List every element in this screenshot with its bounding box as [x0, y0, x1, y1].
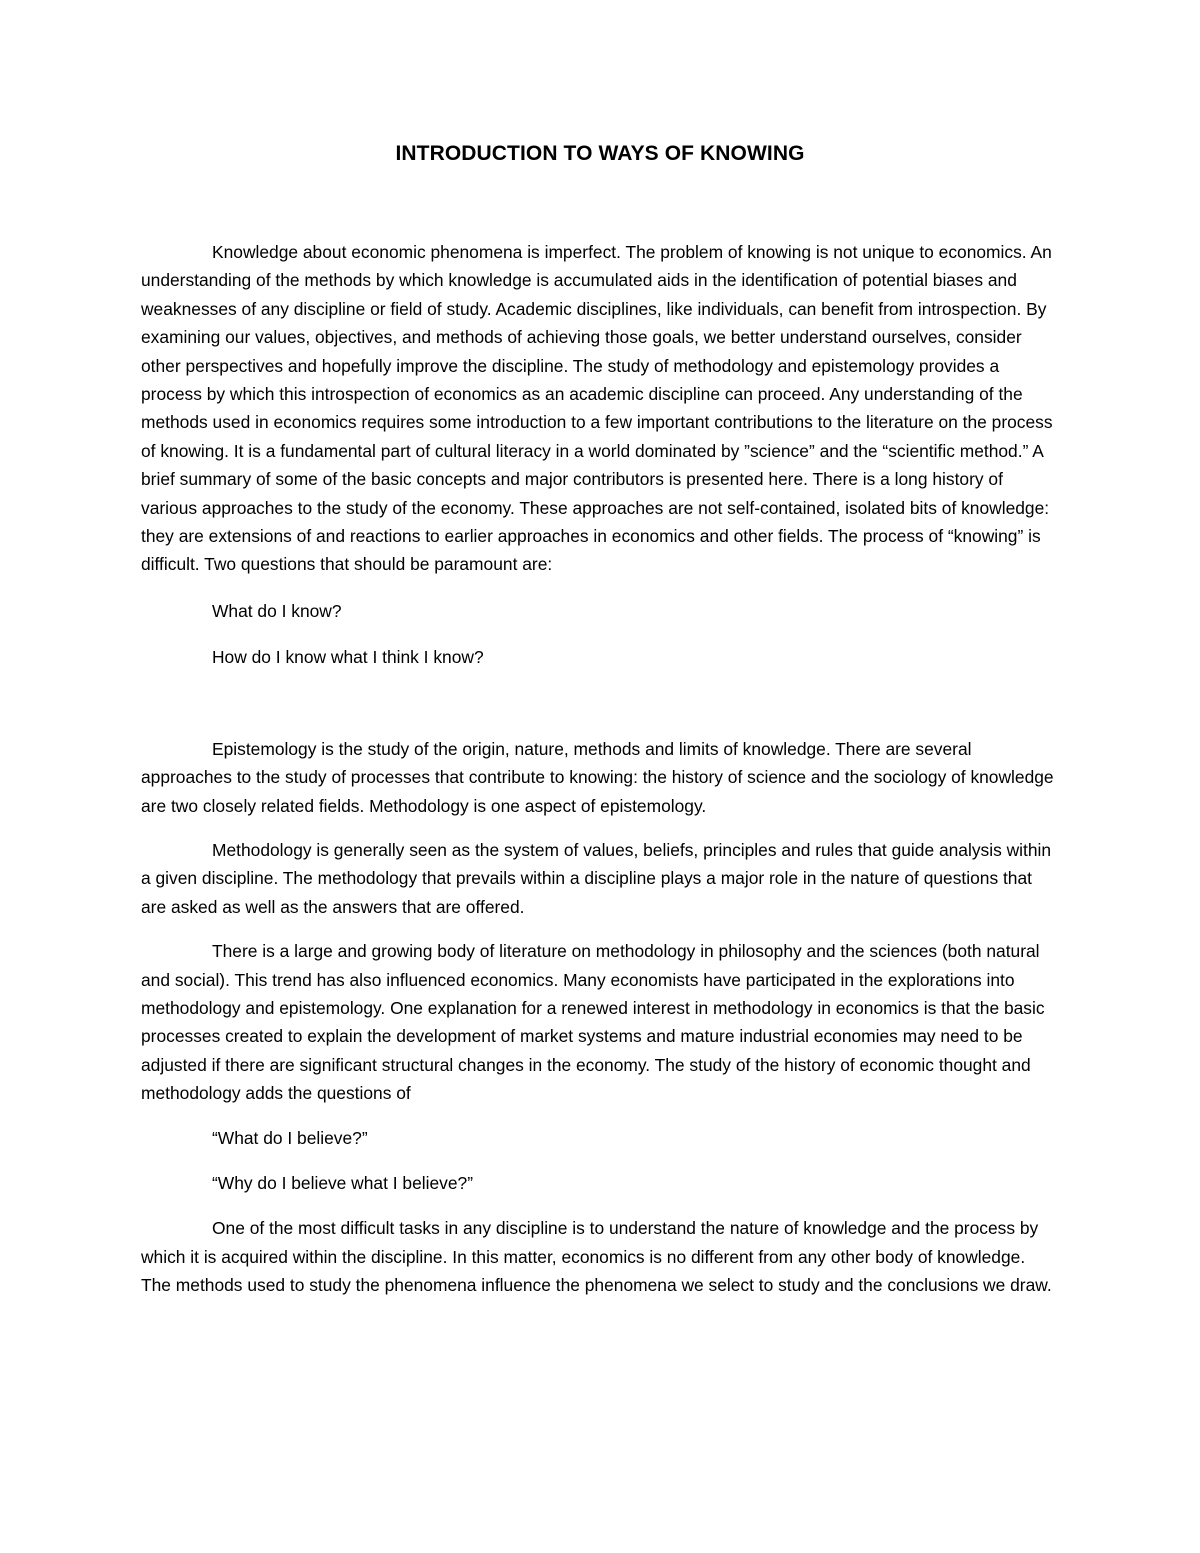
paragraph-intro: Knowledge about economic phenomena is imperfect. The problem of knowing is not unique to economics. An understanding of the methods by which knowledge is accumulated aids in the identification of potential biases and weaknesses of any discipline or field of study. Academic disciplines, like individuals, can benefit from introspection. By examining our values, objectives, and methods of achieving those goals, we better understand ourselves, consider other perspectives and hopefully improve the discipline. The study of methodology and epistemology provides a process by which this introspection of economics as an academic discipline can proceed. Any understanding of the methods used in economics requires some introduction to a few important contributions to the literature on the process of knowing. It is a fundamental part of cultural literacy in a world dominated by ”science” and the “scientific method.” A brief summary of some of the basic concepts and major contributors is presented here. There is a long history of various approaches to the study of the economy. These approaches are not self-contained, isolated bits of knowledge: they are extensions of and reactions to earlier approaches in economics and other fields. The process of “knowing” is difficult. Two questions that should be paramount are: [141, 242, 1053, 575]
document-title: INTRODUCTION TO WAYS OF KNOWING [395, 142, 805, 165]
question-what-do-i-believe: “What do I believe?” [212, 1127, 368, 1148]
paragraph-literature: There is a large and growing body of literature on methodology in philosophy and the sciences (both natural and social). This trend has also influenced economics. Many economists have participated in the explorations into methodology and epistemology. One explanation for a renewed interest in methodology in economics is that the basic processes created to explain the development of market systems and mature industrial economies may need to be adjusted if there are significant structural changes in the economy. The study of the history of economic thought and methodology adds the questions of [141, 941, 1045, 1104]
document-body [141, 140, 1059, 1300]
paragraph-epistemology: Epistemology is the study of the origin, nature, methods and limits of knowledge. There are several approaches to the study of processes that contribute to knowing: the history of science and the sociology of knowledge are two closely related fields. Methodology is one aspect of epistemology. [141, 738, 1054, 816]
question-why-do-i-believe: “Why do I believe what I believe?” [212, 1172, 473, 1193]
question-how-do-i-know: How do I know what I think I know? [212, 647, 484, 668]
paragraph-methodology: Methodology is generally seen as the system of values, beliefs, principles and rules that guide analysis within a given discipline. The methodology that prevails within a discipline plays a major role in the nature of questions that are asked as well as the answers that are offered. [141, 839, 1052, 917]
question-what-do-i-know: What do I know? [212, 600, 342, 621]
paragraph-conclusion: One of the most difficult tasks in any discipline is to understand the nature of knowledge and the process by which it is acquired within the discipline. In this matter, economics is no different from any other body of knowledge. The methods used to study the phenomena influence the phenomena we select to study and the conclusions we draw. [141, 1218, 1052, 1296]
